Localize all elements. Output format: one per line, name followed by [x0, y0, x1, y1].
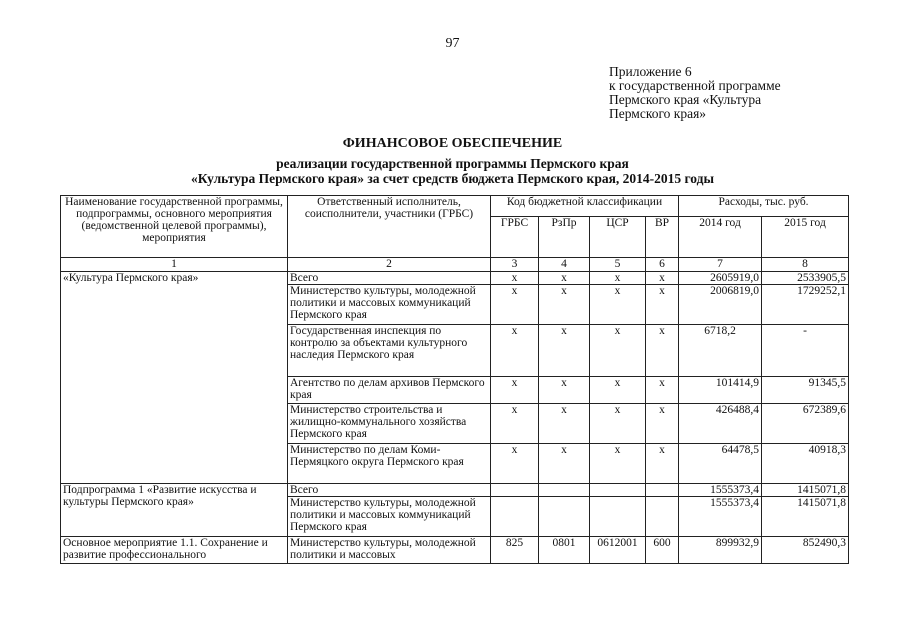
- grbs-cell: [491, 497, 539, 537]
- csr-cell: 0612001: [590, 537, 646, 564]
- header-csr: ЦСР: [590, 217, 646, 258]
- page-number: 97: [445, 36, 460, 51]
- table-row: [61, 272, 849, 285]
- amount-2014-cell: 2006819,0: [679, 285, 762, 325]
- csr-cell: x: [590, 444, 646, 484]
- column-number: 8: [762, 258, 849, 272]
- column-number: 4: [539, 258, 590, 272]
- header-2014: 2014 год: [679, 217, 762, 258]
- budget-table: [60, 195, 849, 564]
- grbs-cell: x: [491, 272, 539, 285]
- grbs-cell: x: [491, 377, 539, 404]
- executor-cell: Министерство культуры, молодежной политики и массовых коммуникаций Пермского края: [288, 497, 491, 537]
- executor-cell: Министерство культуры, молодежной политики и массовых коммуникаций Пермского края: [288, 285, 491, 325]
- amount-2015-cell: 91345,5: [762, 377, 849, 404]
- amount-2015-cell: -: [762, 325, 849, 377]
- document-title: ФИНАНСОВОЕ ОБЕСПЕЧЕНИЕ: [342, 136, 563, 151]
- executor-cell: Всего: [288, 272, 491, 285]
- header-executor: Ответственный исполнитель, соисполнители, участники (ГРБС): [288, 196, 491, 258]
- csr-cell: x: [590, 272, 646, 285]
- column-number-row: [61, 258, 849, 272]
- rzpr-cell: 0801: [539, 537, 590, 564]
- program-name: «Культура Пермского края»: [61, 272, 288, 484]
- amount-2014-cell: 1555373,4: [679, 484, 762, 497]
- csr-cell: x: [590, 285, 646, 325]
- rzpr-cell: [539, 484, 590, 497]
- amount-2015-cell: 1415071,8: [762, 484, 849, 497]
- rzpr-cell: [539, 497, 590, 537]
- executor-cell: Агентство по делам архивов Пермского края: [288, 377, 491, 404]
- amount-2015-cell: 1415071,8: [762, 497, 849, 537]
- vr-cell: x: [646, 404, 679, 444]
- rzpr-cell: x: [539, 404, 590, 444]
- header-name: Наименование государственной программы, подпрограммы, основного мероприятия (ведомственной целевой программы), мероприятия: [61, 196, 288, 258]
- executor-cell: Министерство по делам Коми-Пермяцкого округа Пермского края: [288, 444, 491, 484]
- vr-cell: [646, 484, 679, 497]
- amount-2014-cell: 426488,4: [679, 404, 762, 444]
- appendix-line: Пермского края»: [609, 106, 707, 121]
- rzpr-cell: x: [539, 285, 590, 325]
- csr-cell: x: [590, 377, 646, 404]
- column-number: 2: [288, 258, 491, 272]
- vr-cell: x: [646, 325, 679, 377]
- rzpr-cell: x: [539, 272, 590, 285]
- amount-2015-cell: 672389,6: [762, 404, 849, 444]
- amount-2014-cell: 64478,5: [679, 444, 762, 484]
- grbs-cell: x: [491, 444, 539, 484]
- rzpr-cell: x: [539, 444, 590, 484]
- csr-cell: x: [590, 404, 646, 444]
- document-subtitle: [0, 156, 905, 186]
- vr-cell: x: [646, 285, 679, 325]
- grbs-cell: x: [491, 325, 539, 377]
- amount-2014-cell: 101414,9: [679, 377, 762, 404]
- vr-cell: [646, 497, 679, 537]
- header-expenses-group: Расходы, тыс. руб.: [679, 196, 849, 217]
- csr-cell: [590, 484, 646, 497]
- header-rzpr: РзПр: [539, 217, 590, 258]
- amount-2015-cell: 852490,3: [762, 537, 849, 564]
- rzpr-cell: x: [539, 377, 590, 404]
- vr-cell: x: [646, 272, 679, 285]
- appendix-line: к государственной программе: [609, 78, 781, 93]
- column-number: 5: [590, 258, 646, 272]
- header-code-group: Код бюджетной классификации: [491, 196, 679, 217]
- column-number: 6: [646, 258, 679, 272]
- column-number: 7: [679, 258, 762, 272]
- grbs-cell: x: [491, 285, 539, 325]
- executor-cell: Министерство строительства и жилищно-коммунального хозяйства Пермского края: [288, 404, 491, 444]
- header-grbs: ГРБС: [491, 217, 539, 258]
- amount-2014-cell: 6718,2: [679, 325, 762, 377]
- amount-2014-cell: 2605919,0: [679, 272, 762, 285]
- vr-cell: x: [646, 377, 679, 404]
- grbs-cell: 825: [491, 537, 539, 564]
- header-vr: ВР: [646, 217, 679, 258]
- subprogram-name: Подпрограмма 1 «Развитие искусства и культуры Пермского края»: [61, 484, 288, 537]
- column-number: 3: [491, 258, 539, 272]
- amount-2015-cell: 1729252,1: [762, 285, 849, 325]
- column-number: 1: [61, 258, 288, 272]
- amount-2015-cell: 40918,3: [762, 444, 849, 484]
- table-row: [61, 484, 849, 497]
- header-2015: 2015 год: [762, 217, 849, 258]
- appendix-line: Приложение 6: [609, 64, 692, 79]
- csr-cell: x: [590, 325, 646, 377]
- vr-cell: x: [646, 444, 679, 484]
- csr-cell: [590, 497, 646, 537]
- amount-2015-cell: 2533905,5: [762, 272, 849, 285]
- grbs-cell: x: [491, 404, 539, 444]
- amount-2014-cell: 899932,9: [679, 537, 762, 564]
- appendix-note: [609, 65, 781, 121]
- executor-cell: Министерство культуры, молодежной политики и массовых: [288, 537, 491, 564]
- subtitle-line: реализации государственной программы Пермского края: [276, 156, 629, 171]
- amount-2014-cell: 1555373,4: [679, 497, 762, 537]
- table-row: [61, 537, 849, 564]
- executor-cell: Всего: [288, 484, 491, 497]
- appendix-line: Пермского края «Культура: [609, 92, 762, 107]
- executor-cell: Государственная инспекция по контролю за объектами культурного наследия Пермского края: [288, 325, 491, 377]
- rzpr-cell: x: [539, 325, 590, 377]
- subtitle-line: «Культура Пермского края» за счет средств бюджета Пермского края, 2014-2015 годы: [190, 171, 715, 186]
- activity-name: Основное мероприятие 1.1. Сохранение и развитие профессионального: [61, 537, 288, 564]
- grbs-cell: [491, 484, 539, 497]
- vr-cell: 600: [646, 537, 679, 564]
